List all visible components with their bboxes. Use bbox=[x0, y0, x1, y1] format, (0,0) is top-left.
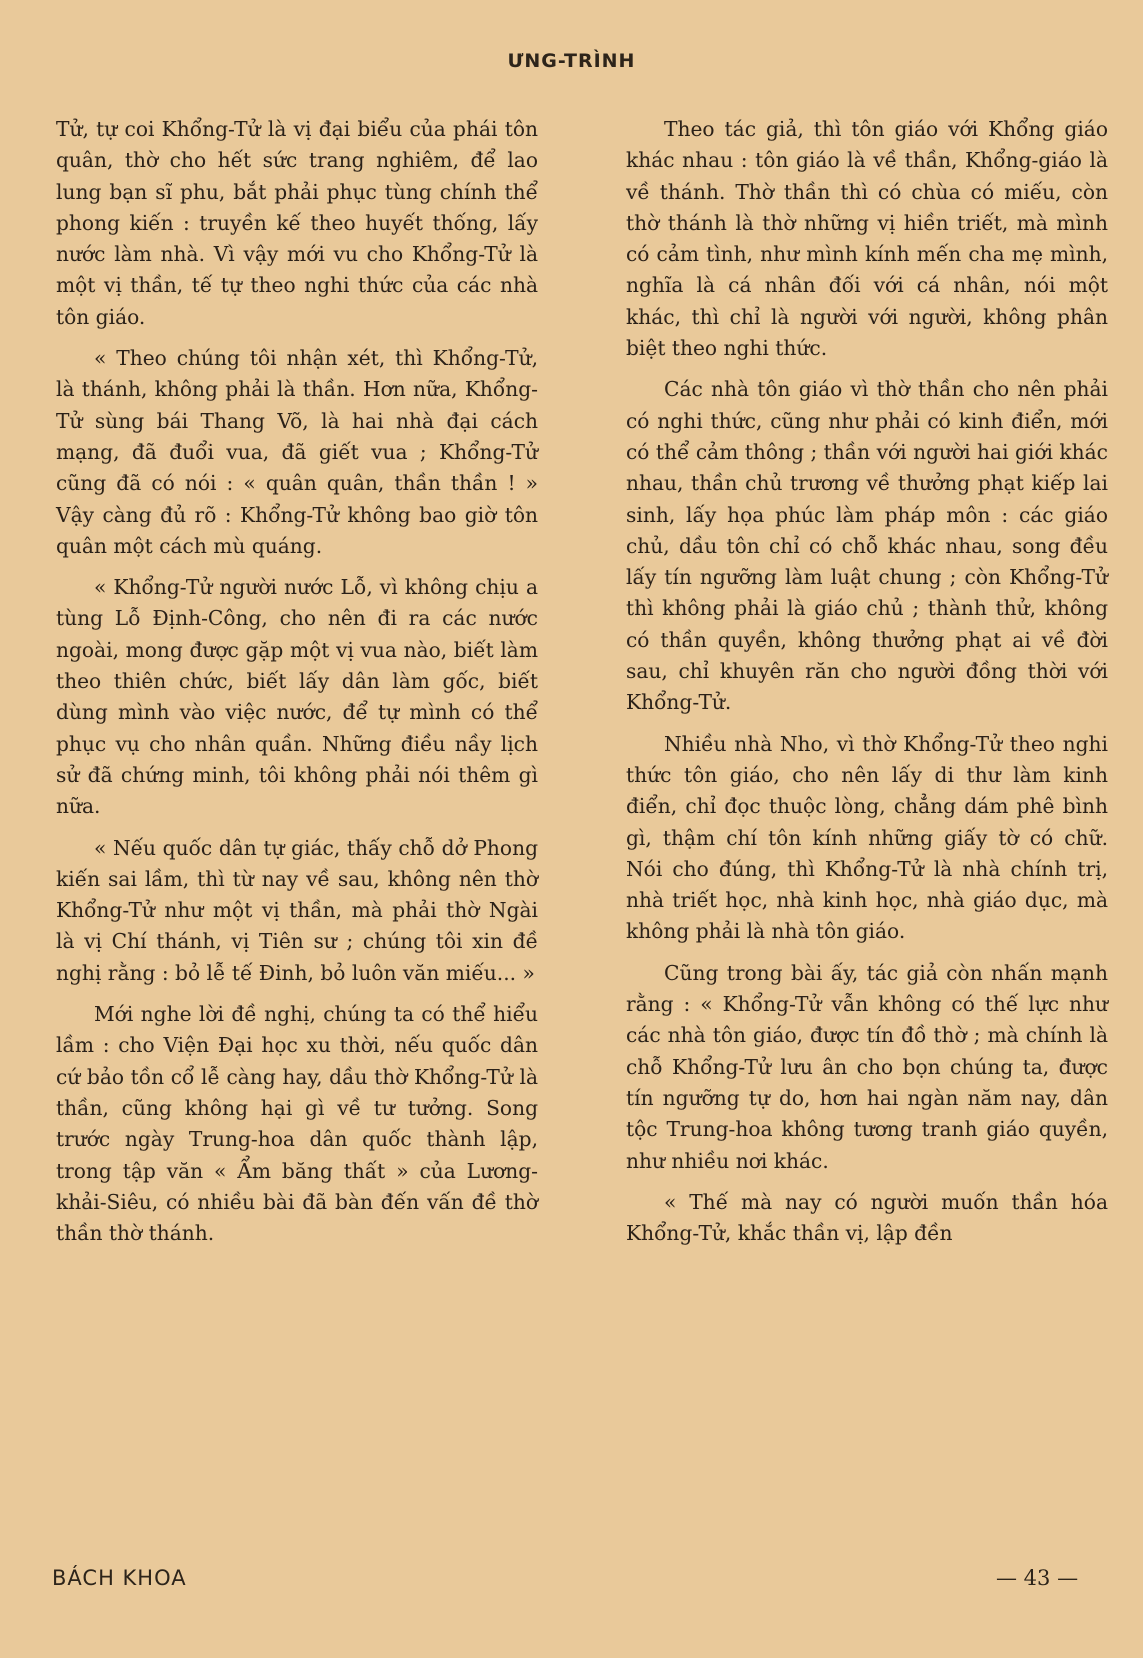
left-column bbox=[56, 114, 538, 1259]
paragraph: Cũng trong bài ấy, tác giả còn nhấn mạnh rằng : « Khổng-Tử vẫn không có thế lực như các nhà tôn giáo, được tín đồ thờ ; mà chính là chỗ Khổng-Tử lưu ân cho bọn chúng ta, được tín ngưỡng tự do, hơn hai ngàn năm nay, dân tộc Trung-hoa không tương tranh giáo quyền, như nhiều nơi khác. bbox=[626, 960, 1108, 1173]
right-column bbox=[626, 114, 1108, 1259]
page-number: — 43 — bbox=[996, 1566, 1079, 1590]
paragraph: Mới nghe lời đề nghị, chúng ta có thể hiểu lầm : cho Viện Đại học xu thời, nếu quốc dân cứ bảo tồn cổ lễ càng hay, dầu thờ Khổng-Tử là thần, cũng không hại gì về tư tưởng. Song trước ngày Trung-hoa dân quốc thành lập, trong tập văn « Ẩm băng thất » của Lương-khải-Siêu, có nhiều bài đã bàn đến vấn đề thờ thần thờ thánh. bbox=[56, 1002, 538, 1246]
paragraph: « Khổng-Tử người nước Lỗ, vì không chịu a tùng Lỗ Định-Công, cho nên đi ra các nước ngoài, mong được gặp một vị vua nào, biết làm theo thiên chức, biết lấy dân làm gốc, biết dùng mình vào việc nước, để tự mình có thể phục vụ cho nhân quần. Những điều nầy lịch sử đã chứng minh, tôi không phải nói thêm gì nữa. bbox=[56, 575, 538, 819]
paragraph: « Thế mà nay có người muốn thần hóa Khổng-Tử, khắc thần vị, lập đền bbox=[626, 1189, 1108, 1246]
paragraph: « Theo chúng tôi nhận xét, thì Khổng-Tử, là thánh, không phải là thần. Hơn nữa, Khổng-Tử sùng bái Thang Võ, là hai nhà đại cách mạng, đã đuổi vua, đã giết vua ; Khổng-Tử cũng đã có nói : « quân quân, thần thần ! » Vậy càng đủ rõ : Khổng-Tử không bao giờ tôn quân một cách mù quáng. bbox=[56, 346, 538, 558]
paragraph: Các nhà tôn giáo vì thờ thần cho nên phải có nghi thức, cũng như phải có kinh điển, mới có thể cảm thông ; thần với người hai giới khác nhau, thần chủ trương về thưởng phạt kiếp lai sinh, lấy họa phúc làm pháp môn : các giáo chủ, dầu tôn chỉ có chỗ khác nhau, song đều lấy tín ngưỡng làm luật chung ; còn Khổng-Tử thì không phải là giáo chủ ; thành thử, không có thần quyền, không thưởng phạt ai về đời sau, chỉ khuyên răn cho người đồng thời với Khổng-Tử. bbox=[626, 377, 1108, 715]
paragraph: Nhiều nhà Nho, vì thờ Khổng-Tử theo nghi thức tôn giáo, cho nên lấy di thư làm kinh điển, chỉ đọc thuộc lòng, chẳng dám phê bình gì, thậm chí tôn kính những giấy tờ có chữ. Nói cho đúng, thì Khổng-Tử là nhà chính trị, nhà triết học, nhà kinh học, nhà giáo dục, mà không phải là nhà tôn giáo. bbox=[626, 731, 1108, 944]
journal-name: BÁCH KHOA bbox=[52, 1566, 187, 1590]
paragraph: Theo tác giả, thì tôn giáo với Khổng giáo khác nhau : tôn giáo là về thần, Khổng-giáo là về thánh. Thờ thần thì có chùa có miếu, còn thờ thánh là thờ những vị hiền triết, mà mình có cảm tình, như mình kính mến cha mẹ mình, nghĩa là cá nhân đối với cá nhân, nói một khác, thì chỉ là người với người, không phân biệt theo nghi thức. bbox=[626, 117, 1108, 361]
paragraph: Tử, tự coi Khổng-Tử là vị đại biểu của phái tôn quân, thờ cho hết sức trang nghiêm, để lao lung bạn sĩ phu, bắt phải phục tùng chính thể phong kiến : truyền kế theo huyết thống, lấy nước làm nhà. Vì vậy mới vu cho Khổng-Tử là một vị thần, tế tự theo nghi thức của các nhà tôn giáo. bbox=[56, 117, 538, 329]
running-header: ƯNG-TRÌNH bbox=[507, 50, 636, 72]
paragraph: « Nếu quốc dân tự giác, thấy chỗ dở Phong kiến sai lầm, thì từ nay về sau, không nên thờ Khổng-Tử như một vị thần, mà phải thờ Ngài là vị Chí thánh, vị Tiên sư ; chúng tôi xin đề nghị rằng : bỏ lễ tế Đinh, bỏ luôn văn miếu... » bbox=[56, 835, 538, 985]
